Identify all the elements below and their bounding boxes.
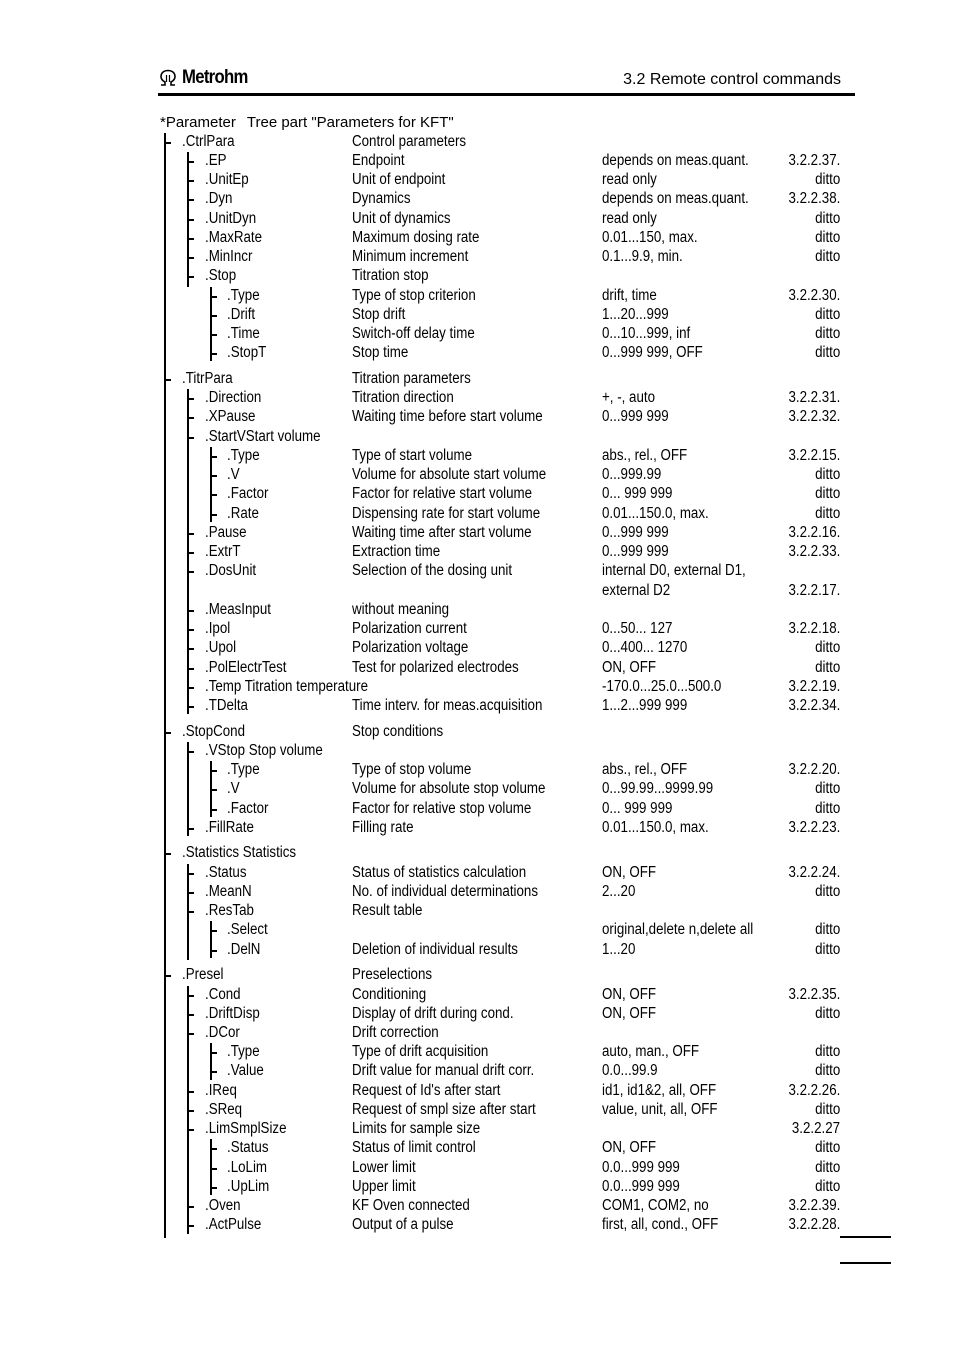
tree-row: [0, 1005, 954, 1025]
param-range: 0...400... 1270: [602, 639, 688, 656]
tree-row: [0, 543, 954, 563]
param-description: Minimum increment: [352, 248, 469, 265]
param-name: .Factor: [227, 800, 269, 817]
param-range: 0.01...150.0, max.: [602, 505, 709, 522]
param-description: Drift correction: [352, 1024, 439, 1041]
param-name: .Time: [227, 325, 260, 342]
param-range: abs., rel., OFF: [602, 447, 688, 464]
tree-row: [0, 152, 954, 172]
param-name: .ExtrT: [205, 543, 241, 560]
param-range: ON, OFF: [602, 986, 657, 1003]
section-reference: ditto: [814, 639, 840, 656]
param-description: Output of a pulse: [352, 1216, 454, 1233]
tree-connector-line: [187, 986, 189, 1234]
section-reference: ditto: [814, 1178, 840, 1195]
param-range: ON, OFF: [602, 1005, 657, 1022]
param-range: auto, man., OFF: [602, 1043, 700, 1060]
section-reference: ditto: [814, 505, 840, 522]
param-name: .UpLim: [227, 1178, 270, 1195]
param-name: .EP: [205, 152, 227, 169]
tree-row: [0, 1043, 954, 1063]
section-reference: ditto: [814, 941, 840, 958]
param-range: 0.01...150, max.: [602, 229, 698, 246]
tree-row: [0, 1062, 954, 1082]
param-name: .Temp Titration temperature: [205, 678, 368, 695]
param-description: Switch-off delay time: [352, 325, 475, 342]
param-range: 0... 999 999: [602, 800, 673, 817]
tree-row: [0, 819, 954, 839]
param-range: 0...10...999, inf: [602, 325, 691, 342]
param-description: Type of stop criterion: [352, 287, 476, 304]
section-reference: ditto: [814, 1062, 840, 1079]
tree-row: [0, 921, 954, 941]
param-description: Result table: [352, 902, 423, 919]
param-range: ON, OFF: [602, 659, 657, 676]
param-range: ON, OFF: [602, 864, 657, 881]
section-reference: ditto: [814, 1101, 840, 1118]
tree-row: [0, 229, 954, 249]
tree-row: [0, 1120, 954, 1140]
tree-connector-line: [187, 152, 189, 287]
param-description: Polarization voltage: [352, 639, 469, 656]
param-description: Preselections: [352, 966, 433, 983]
tree-row: [0, 562, 954, 582]
section-reference: 3.2.2.30.: [788, 287, 840, 304]
section-reference: 3.2.2.37.: [788, 152, 840, 169]
param-description: Volume for absolute stop volume: [352, 780, 546, 797]
param-name: .MeanN: [205, 883, 252, 900]
param-description: Status of limit control: [352, 1139, 476, 1156]
footer-rule: [840, 1236, 891, 1238]
param-name: .Oven: [205, 1197, 241, 1214]
param-name: .V: [227, 466, 240, 483]
tree-connector-line: [164, 133, 166, 1238]
param-description: Time interv. for meas.acquisition: [352, 697, 543, 714]
tree-connector-line: [187, 742, 189, 836]
section-reference: ditto: [814, 229, 840, 246]
param-description: Lower limit: [352, 1159, 416, 1176]
section-reference: 3.2.2.35.: [788, 986, 840, 1003]
section-reference: 3.2.2.17.: [788, 582, 840, 599]
section-reference: 3.2.2.18.: [788, 620, 840, 637]
section-reference: ditto: [814, 883, 840, 900]
tree-row: [0, 780, 954, 800]
section-reference: 3.2.2.19.: [788, 678, 840, 695]
section-reference: ditto: [814, 921, 840, 938]
tree-row: [0, 248, 954, 268]
param-name: .CtrlPara: [182, 133, 235, 150]
param-range: 0...999 999: [602, 408, 669, 425]
param-description: Filling rate: [352, 819, 414, 836]
param-range: 0...999 999: [602, 524, 669, 541]
tree-row: [0, 902, 954, 922]
param-description: without meaning: [352, 601, 450, 618]
param-description: Dynamics: [352, 190, 411, 207]
tree-row: [0, 505, 954, 525]
tree-row: [0, 620, 954, 640]
param-name: .LoLim: [227, 1159, 268, 1176]
param-description: Stop conditions: [352, 723, 444, 740]
param-name: .Type: [227, 761, 260, 778]
param-range: 0...999 999: [602, 543, 669, 560]
param-description: Unit of dynamics: [352, 210, 451, 227]
tree-row: [0, 1178, 954, 1198]
param-name: .DosUnit: [205, 562, 257, 579]
param-description: Volume for absolute start volume: [352, 466, 547, 483]
tree-title-param: *Parameter: [160, 114, 236, 131]
section-reference: ditto: [814, 344, 840, 361]
param-description: Dispensing rate for start volume: [352, 505, 541, 522]
section-reference: 3.2.2.16.: [788, 524, 840, 541]
param-range: 0...999.99: [602, 466, 662, 483]
tree-row: [0, 485, 954, 505]
tree-connector-line: [187, 864, 189, 960]
param-description: Control parameters: [352, 133, 467, 150]
param-name: .Presel: [182, 966, 224, 983]
param-name: .MeasInput: [205, 601, 271, 618]
section-reference: 3.2.2.23.: [788, 819, 840, 836]
param-name: .UnitDyn: [205, 210, 257, 227]
tree-row: [0, 287, 954, 307]
section-reference: 3.2.2.33.: [788, 543, 840, 560]
param-description: KF Oven connected: [352, 1197, 470, 1214]
param-range: first, all, cond., OFF: [602, 1216, 719, 1233]
param-name: .VStop Stop volume: [205, 742, 323, 759]
param-name: .MinIncr: [205, 248, 253, 265]
param-range: 1...20: [602, 941, 636, 958]
section-reference: ditto: [814, 325, 840, 342]
param-range: 0...99.99...9999.99: [602, 780, 714, 797]
tree-row: [0, 697, 954, 717]
param-range: +, -, auto: [602, 389, 655, 406]
param-name: .DriftDisp: [205, 1005, 260, 1022]
param-name: .FillRate: [205, 819, 254, 836]
param-range: depends on meas.quant.: [602, 152, 749, 169]
param-range: internal D0, external D1,: [602, 562, 746, 579]
param-description: Titration parameters: [352, 370, 471, 387]
param-name: .Select: [227, 921, 268, 938]
param-name: .PolElectrTest: [205, 659, 287, 676]
tree-row: [0, 844, 954, 864]
param-description: Waiting time after start volume: [352, 524, 532, 541]
param-range: 0...999 999, OFF: [602, 344, 703, 361]
tree-row: [0, 582, 954, 602]
tree-row: [0, 524, 954, 544]
param-range: depends on meas.quant.: [602, 190, 749, 207]
param-name: .Value: [227, 1062, 264, 1079]
section-reference: ditto: [814, 1159, 840, 1176]
param-name: .UnitEp: [205, 171, 249, 188]
param-name: .Status: [227, 1139, 269, 1156]
param-range: value, unit, all, OFF: [602, 1101, 718, 1118]
param-range: original,delete n,delete all: [602, 921, 754, 938]
section-reference: 3.2.2.24.: [788, 864, 840, 881]
tree-connector-line: [210, 761, 212, 817]
param-description: Request of Id's after start: [352, 1082, 501, 1099]
section-reference: 3.2.2.34.: [788, 697, 840, 714]
tree-row: [0, 267, 954, 287]
param-name: .Rate: [227, 505, 259, 522]
param-description: Drift value for manual drift corr.: [352, 1062, 535, 1079]
param-name: .Upol: [205, 639, 237, 656]
param-description: Unit of endpoint: [352, 171, 446, 188]
param-name: .Statistics Statistics: [182, 844, 297, 861]
param-name: .SReq: [205, 1101, 243, 1118]
section-reference: 3.2.2.32.: [788, 408, 840, 425]
section-reference: ditto: [814, 210, 840, 227]
section-reference: 3.2.2.28.: [788, 1216, 840, 1233]
section-reference: 3.2.2.15.: [788, 447, 840, 464]
tree-row: [0, 325, 954, 345]
param-name: .Pause: [205, 524, 247, 541]
param-description: Type of stop volume: [352, 761, 472, 778]
footer-rule: [840, 1262, 891, 1264]
param-description: Factor for relative start volume: [352, 485, 533, 502]
param-name: .DelN: [227, 941, 261, 958]
param-description: Type of start volume: [352, 447, 473, 464]
param-description: Upper limit: [352, 1178, 416, 1195]
tree-row: [0, 742, 954, 762]
tree-row: [0, 883, 954, 903]
tree-row: [0, 428, 954, 448]
param-range: ON, OFF: [602, 1139, 657, 1156]
tree-row: [0, 389, 954, 409]
tree-row: [0, 723, 954, 743]
tree-row: [0, 966, 954, 986]
param-range: 0...50... 127: [602, 620, 673, 637]
section-reference: ditto: [814, 466, 840, 483]
param-description: Display of drift during cond.: [352, 1005, 514, 1022]
param-name: .MaxRate: [205, 229, 263, 246]
param-description: Status of statistics calculation: [352, 864, 527, 881]
tree-row: [0, 1082, 954, 1102]
param-range: 0.01...150.0, max.: [602, 819, 709, 836]
param-name: .Type: [227, 1043, 260, 1060]
param-description: Maximum dosing rate: [352, 229, 480, 246]
tree-row: [0, 370, 954, 390]
param-description: Test for polarized electrodes: [352, 659, 519, 676]
tree-connector-line: [210, 287, 212, 361]
section-reference: ditto: [814, 1139, 840, 1156]
tree-row: [0, 1197, 954, 1217]
tree-row: [0, 171, 954, 191]
tree-row: [0, 190, 954, 210]
param-range: 2...20: [602, 883, 636, 900]
param-range: 0... 999 999: [602, 485, 673, 502]
param-description: Stop time: [352, 344, 409, 361]
section-reference: ditto: [814, 1043, 840, 1060]
tree-row: [0, 659, 954, 679]
param-name: .Status: [205, 864, 247, 881]
section-reference: ditto: [814, 659, 840, 676]
param-name: .Stop: [205, 267, 237, 284]
tree-connector-line: [210, 1043, 212, 1080]
tree-row: [0, 210, 954, 230]
section-reference: ditto: [814, 780, 840, 797]
section-reference: ditto: [814, 248, 840, 265]
logo-text: Metrohm: [182, 67, 248, 88]
section-reference: ditto: [814, 1005, 840, 1022]
param-name: .DCor: [205, 1024, 240, 1041]
section-reference: 3.2.2.38.: [788, 190, 840, 207]
param-description: Conditioning: [352, 986, 427, 1003]
param-name: .Cond: [205, 986, 241, 1003]
param-description: Selection of the dosing unit: [352, 562, 513, 579]
param-description: Endpoint: [352, 152, 405, 169]
tree-row: [0, 408, 954, 428]
section-title: 3.2 Remote control commands: [623, 71, 841, 88]
tree-row: [0, 941, 954, 961]
param-description: Type of drift acquisition: [352, 1043, 489, 1060]
param-range: id1, id1&2, all, OFF: [602, 1082, 717, 1099]
param-name: .ResTab: [205, 902, 254, 919]
param-name: .StartVStart volume: [205, 428, 321, 445]
param-name: .Dyn: [205, 190, 233, 207]
param-description: Titration direction: [352, 389, 454, 406]
tree-connector-line: [187, 389, 189, 714]
param-name: .Factor: [227, 485, 269, 502]
tree-row: [0, 1159, 954, 1179]
param-name: .StopCond: [182, 723, 245, 740]
section-reference: ditto: [814, 171, 840, 188]
param-name: .XPause: [205, 408, 256, 425]
tree-row: [0, 1139, 954, 1159]
param-description: No. of individual determinations: [352, 883, 538, 900]
param-name: .Direction: [205, 389, 262, 406]
tree-row: [0, 761, 954, 781]
tree-connector-line: [210, 447, 212, 522]
tree-title-desc: Tree part "Parameters for KFT": [246, 114, 454, 131]
param-range: drift, time: [602, 287, 657, 304]
param-description: Deletion of individual results: [352, 941, 518, 958]
param-name: .TDelta: [205, 697, 248, 714]
param-range: external D2: [602, 582, 671, 599]
tree-row: [0, 466, 954, 486]
tree-connector-line: [210, 1139, 212, 1195]
param-name: .Type: [227, 447, 260, 464]
param-name: .LimSmplSize: [205, 1120, 287, 1137]
param-range: 1...20...999: [602, 306, 669, 323]
param-range: COM1, COM2, no: [602, 1197, 709, 1214]
section-reference: ditto: [814, 800, 840, 817]
param-description: Polarization current: [352, 620, 467, 637]
param-description: Waiting time before start volume: [352, 408, 543, 425]
param-description: Request of smpl size after start: [352, 1101, 536, 1118]
tree-connector-line: [210, 921, 212, 958]
section-reference: 3.2.2.39.: [788, 1197, 840, 1214]
section-reference: 3.2.2.20.: [788, 761, 840, 778]
param-range: 1...2...999 999: [602, 697, 688, 714]
param-range: 0.1...9.9, min.: [602, 248, 683, 265]
param-name: .ActPulse: [205, 1216, 262, 1233]
tree-row: [0, 678, 954, 698]
tree-row: [0, 1216, 954, 1236]
section-reference: 3.2.2.27: [791, 1120, 840, 1137]
tree-row: [0, 864, 954, 884]
param-range: -170.0...25.0...500.0: [602, 678, 722, 695]
param-range: abs., rel., OFF: [602, 761, 688, 778]
tree-row: [0, 1101, 954, 1121]
section-reference: ditto: [814, 306, 840, 323]
tree-row: [0, 601, 954, 621]
param-range: read only: [602, 210, 657, 227]
param-description: Stop drift: [352, 306, 406, 323]
param-description: Extraction time: [352, 543, 441, 560]
tree-row: [0, 344, 954, 364]
param-range: read only: [602, 171, 657, 188]
section-reference: 3.2.2.26.: [788, 1082, 840, 1099]
param-name: .Ipol: [205, 620, 231, 637]
tree-row: [0, 133, 954, 153]
param-range: 0.0...999 999: [602, 1159, 680, 1176]
param-range: 0.0...999 999: [602, 1178, 680, 1195]
param-description: Factor for relative stop volume: [352, 800, 532, 817]
tree-row: [0, 306, 954, 326]
tree-row: [0, 447, 954, 467]
tree-row: [0, 639, 954, 659]
tree-row: [0, 986, 954, 1006]
param-description: Limits for sample size: [352, 1120, 481, 1137]
param-name: .Type: [227, 287, 260, 304]
param-name: .IReq: [205, 1082, 237, 1099]
param-name: .V: [227, 780, 240, 797]
section-reference: ditto: [814, 485, 840, 502]
section-reference: 3.2.2.31.: [788, 389, 840, 406]
param-range: 0.0...99.9: [602, 1062, 658, 1079]
param-name: .Drift: [227, 306, 256, 323]
tree-row: [0, 1024, 954, 1044]
param-name: .StopT: [227, 344, 267, 361]
param-name: .TitrPara: [182, 370, 233, 387]
param-description: Titration stop: [352, 267, 429, 284]
tree-row: [0, 800, 954, 820]
